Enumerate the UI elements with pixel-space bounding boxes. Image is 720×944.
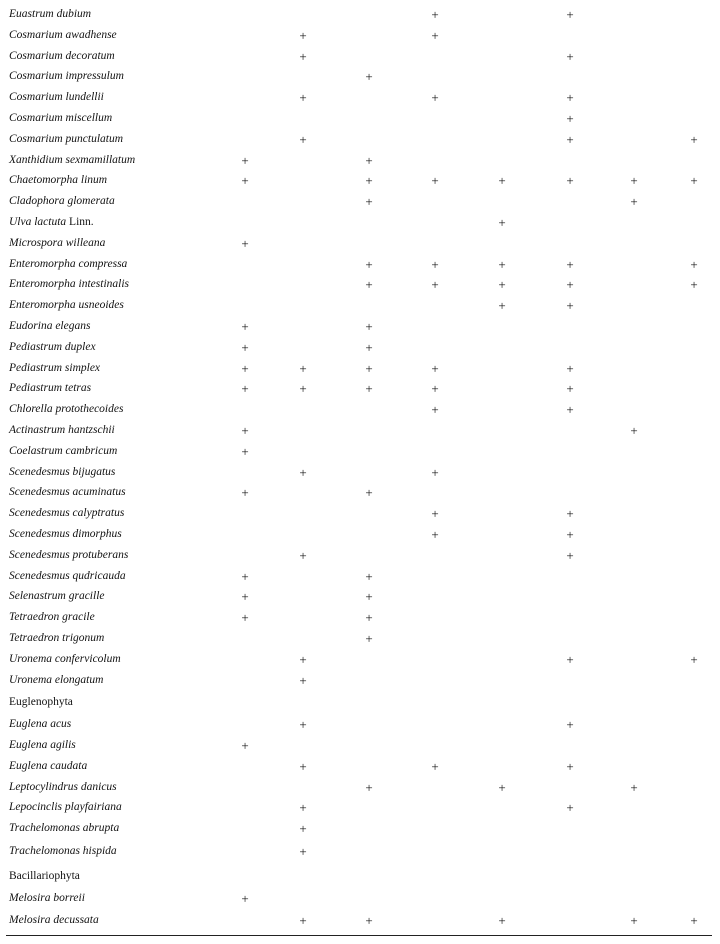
presence-mark: + xyxy=(566,717,574,733)
species-name xyxy=(9,466,115,478)
presence-mark: + xyxy=(365,194,373,210)
species-name xyxy=(9,611,95,623)
species-name xyxy=(9,112,112,124)
presence-mark: + xyxy=(431,7,439,22)
table-row xyxy=(6,568,712,589)
table-row xyxy=(6,318,712,339)
species-name-text: Tetraedron gracile xyxy=(9,611,95,624)
species-name xyxy=(9,653,121,665)
table-row xyxy=(6,890,712,912)
presence-mark: + xyxy=(299,27,307,43)
species-name-text: Chlorella protothecoides xyxy=(9,403,124,416)
species-name-text: Cladophora glomerata xyxy=(9,195,115,208)
table-row xyxy=(6,651,712,672)
table-row xyxy=(6,630,712,651)
table-row xyxy=(6,526,712,547)
presence-mark: + xyxy=(241,891,249,907)
presence-mark: + xyxy=(299,360,307,376)
table-row xyxy=(6,48,712,69)
presence-mark: + xyxy=(431,402,439,418)
presence-mark: + xyxy=(299,131,307,147)
species-name-text: Tetraedron trigonum xyxy=(9,631,105,644)
species-name xyxy=(9,424,115,436)
presence-mark: + xyxy=(365,779,373,795)
presence-mark: + xyxy=(299,651,307,667)
table-row xyxy=(6,297,712,318)
species-name xyxy=(9,29,117,41)
table-row xyxy=(6,172,712,193)
presence-mark: + xyxy=(299,464,307,480)
species-name xyxy=(9,486,126,498)
species-name xyxy=(9,822,119,834)
presence-mark: + xyxy=(299,381,307,397)
presence-mark: + xyxy=(498,256,506,272)
species-name-text: Chaetomorpha linum xyxy=(9,174,108,187)
table-row xyxy=(6,89,712,110)
presence-mark: + xyxy=(566,800,574,816)
species-name-text: Scenedesmus protuberans xyxy=(9,548,129,561)
presence-mark: + xyxy=(365,318,373,334)
species-name-text: Leptocylindrus danicus xyxy=(9,780,117,793)
presence-mark: + xyxy=(566,298,574,314)
presence-mark: + xyxy=(299,672,307,688)
species-name-text: Scenedesmus calyptratus xyxy=(9,507,125,520)
presence-mark: + xyxy=(690,131,698,147)
species-name-text: Eudorina elegans xyxy=(9,319,91,332)
group-heading-row xyxy=(6,866,712,890)
species-name-text: Cosmarium punctulatum xyxy=(9,132,124,145)
presence-mark: + xyxy=(299,800,307,816)
presence-mark: + xyxy=(566,758,574,774)
presence-mark: + xyxy=(365,339,373,355)
presence-mark: + xyxy=(566,526,574,542)
species-name-text: Selenastrum gracille xyxy=(9,590,105,603)
species-name-text: Xanthidium sexmamillatum xyxy=(9,153,136,166)
table-row xyxy=(6,380,712,401)
species-name xyxy=(9,237,105,249)
species-name-text: Cosmarium awadhense xyxy=(9,28,117,41)
species-name-text: Ulva lactuta xyxy=(9,215,67,228)
presence-mark: + xyxy=(566,277,574,293)
group-name xyxy=(9,696,73,708)
species-name-text: Enteromorpha usneoides xyxy=(9,299,124,312)
species-name xyxy=(9,50,115,62)
species-name-text: Trachelomonas hispida xyxy=(9,845,117,858)
presence-mark: + xyxy=(299,821,307,837)
table-bottom-rule xyxy=(6,935,712,936)
table-row xyxy=(6,443,712,464)
species-name xyxy=(9,278,129,290)
table-row xyxy=(6,505,712,526)
species-name xyxy=(9,445,117,457)
table-row xyxy=(6,193,712,214)
species-name xyxy=(9,892,85,904)
species-name-text: Euastrum dubium xyxy=(9,8,92,20)
species-name-text: Microspora willeana xyxy=(9,236,106,249)
presence-mark: + xyxy=(299,547,307,563)
presence-mark: + xyxy=(498,173,506,189)
presence-mark: + xyxy=(690,651,698,667)
presence-mark: + xyxy=(690,913,698,929)
presence-mark: + xyxy=(365,568,373,584)
species-name xyxy=(9,70,124,82)
presence-mark: + xyxy=(498,298,506,314)
table-row xyxy=(6,588,712,609)
presence-mark: + xyxy=(241,360,249,376)
presence-mark: + xyxy=(299,844,307,860)
presence-mark: + xyxy=(241,318,249,334)
presence-mark: + xyxy=(241,610,249,626)
species-name xyxy=(9,801,122,813)
table-row xyxy=(6,131,712,152)
presence-mark: + xyxy=(431,506,439,522)
table-row xyxy=(6,758,712,779)
presence-mark: + xyxy=(241,589,249,605)
presence-mark: + xyxy=(498,913,506,929)
species-name xyxy=(9,739,76,751)
species-name xyxy=(9,528,122,540)
presence-mark: + xyxy=(431,173,439,189)
table-row xyxy=(6,843,712,866)
species-name xyxy=(9,154,135,166)
species-name xyxy=(9,845,117,857)
table-row xyxy=(6,820,712,843)
species-name-text: Uronema elongatum xyxy=(9,673,104,686)
species-name-text: Enteromorpha compressa xyxy=(9,257,128,270)
species-name xyxy=(9,133,123,145)
presence-mark: + xyxy=(431,758,439,774)
presence-mark: + xyxy=(365,913,373,929)
group-heading-row xyxy=(6,692,712,716)
species-name xyxy=(9,570,126,582)
presence-mark: + xyxy=(566,131,574,147)
presence-mark: + xyxy=(431,277,439,293)
species-name-text: Euglena agilis xyxy=(9,739,76,752)
presence-mark: + xyxy=(566,360,574,376)
table-row xyxy=(6,737,712,758)
presence-mark: + xyxy=(241,381,249,397)
presence-mark: + xyxy=(431,526,439,542)
presence-mark: + xyxy=(690,277,698,293)
species-name xyxy=(9,760,87,772)
presence-mark: + xyxy=(690,256,698,272)
presence-mark: + xyxy=(299,717,307,733)
presence-mark: + xyxy=(566,173,574,189)
presence-mark: + xyxy=(630,422,638,438)
species-name-text: Euglena acus xyxy=(9,718,72,731)
species-name xyxy=(9,781,117,793)
species-name xyxy=(9,8,91,20)
species-name-text: Scenedesmus bijugatus xyxy=(9,465,116,478)
table-row xyxy=(6,360,712,381)
presence-mark: + xyxy=(498,214,506,230)
presence-mark: + xyxy=(365,152,373,168)
presence-mark: + xyxy=(431,90,439,106)
presence-mark: + xyxy=(241,173,249,189)
presence-mark: + xyxy=(299,913,307,929)
species-name xyxy=(9,674,103,686)
presence-mark: + xyxy=(241,235,249,251)
species-name-text: Cosmarium miscellum xyxy=(9,111,113,124)
table-row xyxy=(6,6,712,27)
table-row xyxy=(6,152,712,173)
presence-mark: + xyxy=(241,339,249,355)
group-name xyxy=(9,870,80,882)
table-row xyxy=(6,235,712,256)
presence-mark: + xyxy=(431,27,439,43)
species-name-text: Trachelomonas abrupta xyxy=(9,822,120,835)
species-name xyxy=(9,549,128,561)
species-name xyxy=(9,174,107,186)
species-name-text: Uronema confervicolum xyxy=(9,652,121,665)
species-name xyxy=(9,341,96,353)
table-row xyxy=(6,256,712,277)
table-row xyxy=(6,716,712,737)
species-name xyxy=(9,195,115,207)
table-row xyxy=(6,401,712,422)
species-name-text: Scenedesmus dimorphus xyxy=(9,527,122,540)
species-name-text: Pediastrum duplex xyxy=(9,340,96,353)
presence-mark: + xyxy=(431,256,439,272)
presence-mark: + xyxy=(241,485,249,501)
presence-mark: + xyxy=(365,381,373,397)
species-name-text: Melosira decussata xyxy=(9,914,99,927)
species-name-text: Cosmarium impressulum xyxy=(9,70,124,83)
presence-mark: + xyxy=(431,360,439,376)
presence-mark: + xyxy=(566,48,574,64)
species-name-text: Melosira borreii xyxy=(9,892,85,905)
presence-mark: + xyxy=(498,277,506,293)
table-row xyxy=(6,672,712,693)
presence-mark: + xyxy=(241,738,249,754)
presence-mark: + xyxy=(365,256,373,272)
authority-text: Linn. xyxy=(66,215,94,228)
table-row xyxy=(6,276,712,297)
species-name-text: Lepocinclis playfairiana xyxy=(9,801,122,814)
presence-mark: + xyxy=(566,402,574,418)
species-name-text: Pediastrum tetras xyxy=(9,382,92,395)
presence-mark: + xyxy=(566,256,574,272)
table-row xyxy=(6,799,712,820)
presence-mark: + xyxy=(498,779,506,795)
presence-mark: + xyxy=(241,152,249,168)
table-row xyxy=(6,484,712,505)
presence-mark: + xyxy=(365,485,373,501)
species-name xyxy=(9,590,105,602)
presence-mark: + xyxy=(566,90,574,106)
presence-mark: + xyxy=(299,48,307,64)
presence-mark: + xyxy=(431,381,439,397)
table-row xyxy=(6,68,712,89)
species-name xyxy=(9,914,99,926)
presence-mark: + xyxy=(630,173,638,189)
table-row xyxy=(6,547,712,568)
species-name-text: Enteromorpha intestinalis xyxy=(9,278,130,291)
species-name xyxy=(9,216,94,228)
presence-mark: + xyxy=(365,173,373,189)
presence-mark: + xyxy=(566,547,574,563)
presence-mark: + xyxy=(365,589,373,605)
table-row xyxy=(6,464,712,485)
species-name xyxy=(9,382,91,394)
presence-mark: + xyxy=(365,360,373,376)
species-name-text: Pediastrum simplex xyxy=(9,361,101,374)
presence-mark: + xyxy=(566,651,574,667)
presence-mark: + xyxy=(566,381,574,397)
table-row xyxy=(6,779,712,800)
presence-mark: + xyxy=(566,7,574,22)
species-name xyxy=(9,507,124,519)
species-name xyxy=(9,362,100,374)
presence-mark: + xyxy=(431,464,439,480)
species-name-text: Bacillariophyta xyxy=(9,870,80,883)
presence-mark: + xyxy=(365,69,373,85)
species-name xyxy=(9,632,104,644)
species-name-text: Coelastrum cambricum xyxy=(9,444,118,457)
table-row xyxy=(6,422,712,443)
species-name-text: Euglenophyta xyxy=(9,696,73,709)
species-name-text: Actinastrum hantzschii xyxy=(9,423,115,436)
presence-mark: + xyxy=(241,443,249,459)
presence-mark: + xyxy=(566,110,574,126)
species-name-text: Euglena caudata xyxy=(9,759,88,772)
species-name xyxy=(9,299,124,311)
table-row xyxy=(6,339,712,360)
species-name xyxy=(9,320,90,332)
species-name xyxy=(9,91,104,103)
table-row xyxy=(6,912,712,934)
species-name xyxy=(9,403,123,415)
presence-mark: + xyxy=(365,277,373,293)
presence-mark: + xyxy=(365,630,373,646)
species-name xyxy=(9,258,127,270)
presence-mark: + xyxy=(241,568,249,584)
species-table xyxy=(6,6,712,934)
presence-mark: + xyxy=(630,194,638,210)
presence-mark: + xyxy=(630,779,638,795)
table-row xyxy=(6,27,712,48)
species-name-text: Scenedesmus qudricauda xyxy=(9,569,126,582)
table-row xyxy=(6,110,712,131)
presence-mark: + xyxy=(566,506,574,522)
presence-mark: + xyxy=(690,173,698,189)
species-name-text: Cosmarium decoratum xyxy=(9,49,115,62)
presence-mark: + xyxy=(365,610,373,626)
presence-mark: + xyxy=(630,913,638,929)
presence-mark: + xyxy=(299,758,307,774)
species-name-text: Cosmarium lundellii xyxy=(9,91,104,104)
species-name-text: Scenedesmus acuminatus xyxy=(9,486,126,499)
table-row xyxy=(6,214,712,235)
species-name xyxy=(9,718,71,730)
table-row xyxy=(6,609,712,630)
presence-mark: + xyxy=(241,422,249,438)
presence-mark: + xyxy=(299,90,307,106)
